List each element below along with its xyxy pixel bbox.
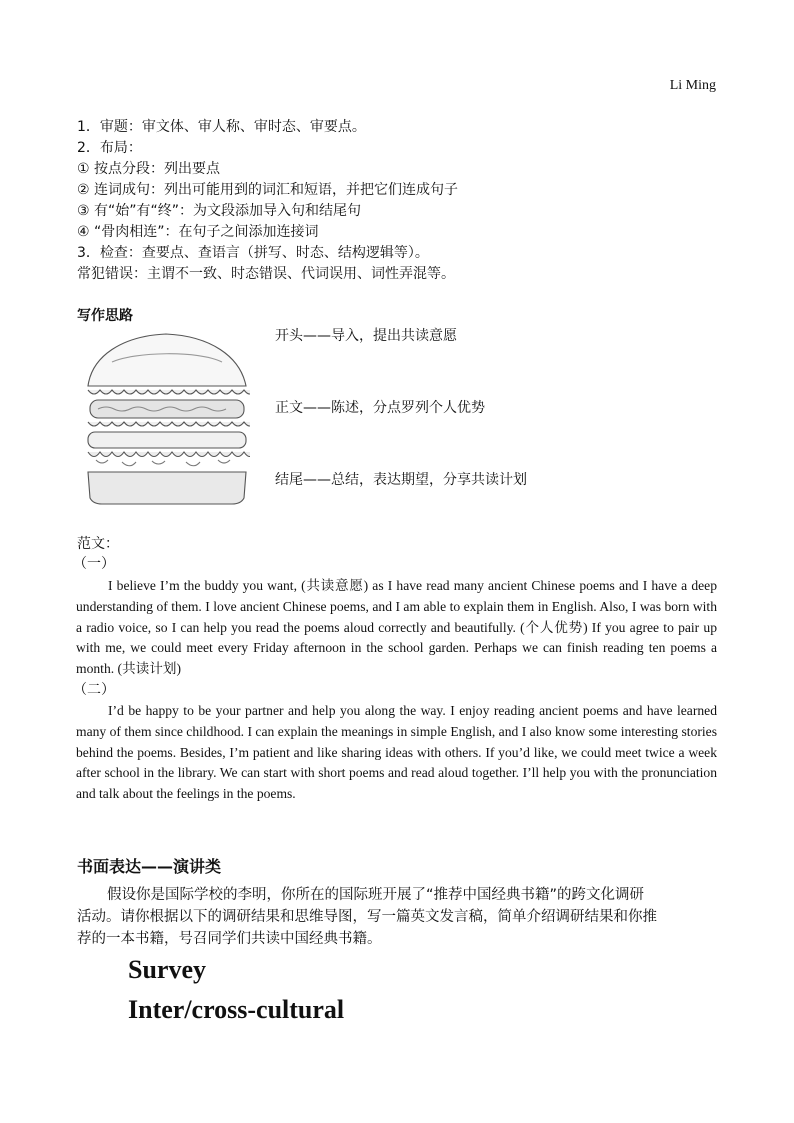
outline-body: 正文——陈述，分点罗列个人优势 (275, 400, 485, 416)
task-prompt-line: 荐的一本书籍，号召同学们共读中国经典书籍。 (77, 931, 382, 947)
task-prompt-line: 活动。请你根据以下的调研结果和思维导图，写一篇英文发言稿，简单介绍调研结果和你推 (77, 909, 657, 925)
step-item: ① 按点分段：列出要点 (77, 161, 221, 177)
outline-ending: 结尾——总结，表达期望，分享共读计划 (275, 472, 527, 488)
sample-two-label: （二） (73, 682, 115, 698)
vocab-word: Survey (128, 955, 206, 984)
step-item: 1．审题：审文体、审人称、审时态、审要点。 (77, 119, 366, 135)
header-author: Li Ming (669, 78, 716, 93)
step-item: ④ “骨肉相连”：在句子之间添加连接词 (77, 224, 319, 240)
step-item: ③ 有“始”有“终”：为文段添加导入句和结尾句 (77, 203, 362, 219)
sample-one (76, 576, 717, 680)
outline-title: 写作思路 (77, 308, 133, 324)
task-title: 书面表达——演讲类 (77, 857, 222, 876)
steps-list (77, 117, 458, 285)
sample-one-text: I believe I’m the buddy you want, (共读意愿) as I have read many ancient Chinese poems and I have a deep understanding of them. I love ancient Chinese poems, and I am able to explain them in English. Also, I was born with a radio voice, so I can help you read the poems aloud correctly and beautifully. (个人优势) If you agree to pair up with me, we could meet every Friday afternoon in the school garden. Perhaps we can finish reading ten poems a month. (共读计划) (76, 578, 717, 677)
step-item: ② 连词成句：列出可能用到的词汇和短语，并把它们连成句子 (77, 182, 458, 198)
step-item: 2．布局： (77, 140, 142, 156)
sample-two (76, 701, 717, 805)
hamburger-illustration-icon (82, 328, 250, 508)
task-prompt (77, 884, 719, 950)
sample-one-label: （一） (73, 556, 115, 572)
step-item: 常犯错误：主谓不一致、时态错误、代词误用、词性弄混等。 (77, 266, 455, 282)
sample-two-text: I’d be happy to be your partner and help you along the way. I enjoy reading ancient poems and have learned many of them since childhood. I can explain the meanings in simple English, and I also know some interesting stories behind the poems. Besides, I’m patient and like sharing ideas with others. If you’d like, we could meet twice a week after school in the library. We can start with short poems and read aloud together. I’ll help you with the pronunciation and talk about the feelings in the poems. (76, 703, 717, 802)
task-prompt-line: 假设你是国际学校的李明，你所在的国际班开展了“推荐中国经典书籍”的跨文化调研 (107, 887, 645, 903)
vocab-word: Inter/cross-cultural (128, 995, 345, 1024)
samples-heading: 范文： (77, 536, 119, 552)
outline-opening: 开头——导入，提出共读意愿 (275, 328, 457, 344)
step-item: 3．检查：查要点、查语言（拼写、时态、结构逻辑等）。 (77, 245, 429, 261)
